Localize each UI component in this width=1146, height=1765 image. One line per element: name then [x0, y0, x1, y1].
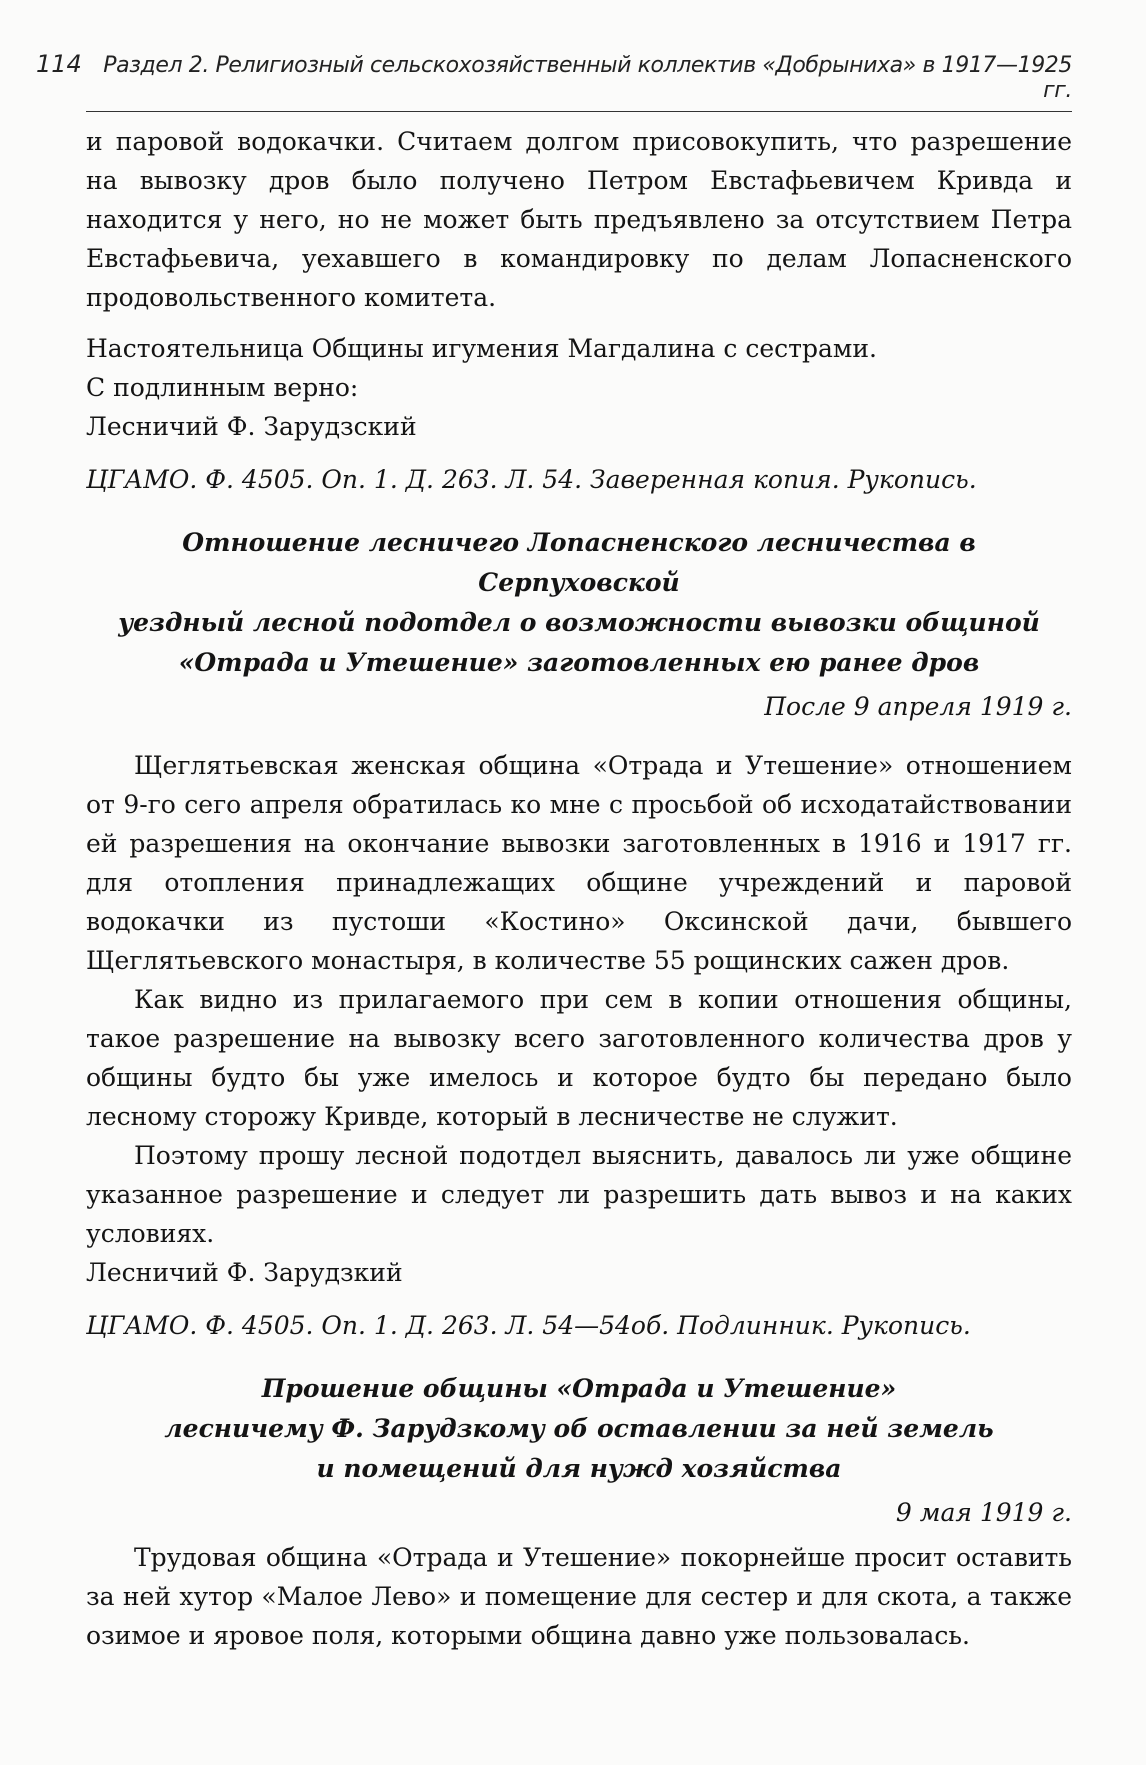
page-body [86, 122, 1072, 1655]
doc2-paragraph: Поэтому прошу лесной подотдел выяснить, давалось ли уже общине указанное разрешение и следует ли разрешить дать вывоз и на каких условиях. [86, 1141, 1072, 1248]
running-header [36, 50, 1072, 112]
doc2-archive-source: ЦГАМО. Ф. 4505. Оп. 1. Д. 263. Л. 54—54об. Подлинник. Рукопись. [86, 1311, 971, 1340]
doc1-forester-signature: Лесничий Ф. Зарудзский [86, 412, 417, 441]
doc1-certified-note: С подлинным верно: [86, 373, 359, 402]
doc2-title-line: «Отрада и Утешение» заготовленных ею ранее дров [178, 648, 980, 677]
page-content [36, 50, 1072, 1655]
doc3-title-line: лесничему Ф. Зарудзкому об оставлении за ней земель [164, 1414, 994, 1443]
doc2-title-line: Отношение лесничего Лопасненского лесничества в Серпуховской [182, 528, 976, 597]
doc3-title-line: Прошение общины «Отрада и Утешение» [261, 1374, 897, 1403]
doc2-date: После 9 апреля 1919 г. [764, 692, 1072, 721]
page-number: 114 [36, 50, 82, 78]
doc3-date: 9 мая 1919 г. [895, 1498, 1072, 1527]
running-title: Раздел 2. Религиозный сельскохозяйственный коллектив «Добрыниха» в 1917—1925 гг. [103, 53, 1072, 103]
doc2-title-line: уездный лесной подотдел о возможности вывозки общиной [118, 608, 1040, 637]
doc2-title [86, 523, 1072, 683]
doc1-signature: Настоятельница Общины игумения Магдалина с сестрами. [86, 334, 877, 363]
doc2-signature: Лесничий Ф. Зарудзкий [86, 1258, 403, 1287]
doc2-paragraph: Щеглятьевская женская община «Отрада и Утешение» отношением от 9-го сего апреля обратилась ко мне с просьбой об исходатайствовании ей разрешения на окончание вывозки заготовленных в 1916 и 1917 гг. для отопления принадлежащих общине учреждений и паровой водокачки из пустоши «Костино» Оксинской дачи, бывшего Щеглятьевского монастыря, в количестве 55 рощинских сажен дров. [86, 751, 1072, 975]
doc1-archive-source: ЦГАМО. Ф. 4505. Оп. 1. Д. 263. Л. 54. Заверенная копия. Рукопись. [86, 465, 977, 494]
doc3-paragraph: Трудовая община «Отрада и Утешение» покорнейше просит оставить за ней хутор «Малое Лево» и помещение для сестер и для скота, а также озимое и яровое поля, которыми община давно уже пользовалась. [86, 1543, 1072, 1650]
doc3-title-line: и помещений для нужд хозяйства [316, 1454, 842, 1483]
doc3-title [86, 1369, 1072, 1489]
doc1-continuation-paragraph: и паровой водокачки. Считаем долгом присовокупить, что разрешение на вывозку дров было получено Петром Евстафьевичем Кривда и находится у него, но не может быть предъявлено за отсутствием Петра Евстафьевича, уехавшего в командировку по делам Лопасненского продовольственного комитета. [86, 127, 1072, 312]
doc2-paragraph: Как видно из прилагаемого при сем в копии отношения общины, такое разрешение на вывозку всего заготовленного количества дров у общины будто бы уже имелось и которое будто бы передано было лесному сторожу Кривде, который в лесничестве не служит. [86, 985, 1072, 1131]
